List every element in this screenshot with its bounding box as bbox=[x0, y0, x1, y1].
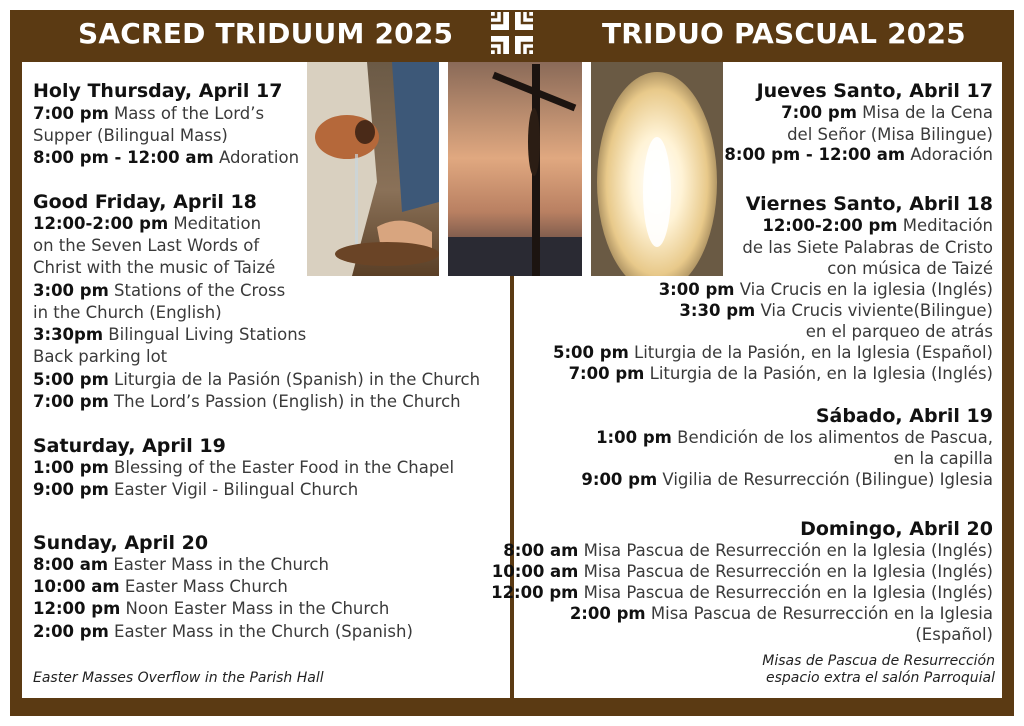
schedule-line: 5:00 pm Liturgia de la Pasión (Spanish) in the Church bbox=[33, 370, 481, 389]
schedule-line: 7:00 pm Misa de la Cena bbox=[781, 103, 993, 122]
heading-jueves-santo: Jueves Santo, Abril 17 bbox=[756, 80, 993, 102]
schedule-line: de las Siete Palabras de Cristo bbox=[742, 238, 993, 257]
schedule-line: 10:00 am Easter Mass Church bbox=[33, 577, 288, 596]
schedule-line: 7:00 pm Mass of the Lord’s bbox=[33, 104, 265, 123]
center-divider bbox=[512, 276, 514, 698]
schedule-line: 12:00-2:00 pm Meditación bbox=[762, 216, 993, 235]
crucifix-sunset-photo bbox=[448, 62, 582, 276]
schedule-line: Supper (Bilingual Mass) bbox=[33, 126, 228, 145]
heading-good-friday: Good Friday, April 18 bbox=[33, 191, 257, 213]
schedule-line: 1:00 pm Bendición de los alimentos de Pascua, bbox=[596, 428, 993, 447]
overflow-note: Easter Masses Overflow in the Parish Hall bbox=[33, 670, 324, 686]
schedule-line: 3:00 pm Via Crucis en la iglesia (Inglés) bbox=[658, 280, 993, 299]
title-spanish: TRIDUO PASCUAL 2025 bbox=[602, 17, 966, 50]
overflow-note-line1: Misas de Pascua de Resurrección bbox=[762, 653, 995, 669]
heading-domingo: Domingo, Abril 20 bbox=[800, 518, 993, 540]
schedule-line: 10:00 am Misa Pascua de Resurrección en la Iglesia (Inglés) bbox=[491, 562, 993, 581]
schedule-line: 5:00 pm Liturgia de la Pasión, en la Iglesia (Español) bbox=[552, 343, 993, 362]
schedule-line: on the Seven Last Words of bbox=[33, 236, 260, 255]
overflow-note-line2: espacio extra el salón Parroquial bbox=[766, 670, 995, 686]
title-english: SACRED TRIDUUM 2025 bbox=[78, 17, 454, 50]
schedule-line: Christ with the music of Taizé bbox=[33, 258, 276, 277]
schedule-line: 9:00 pm Easter Vigil - Bilingual Church bbox=[33, 480, 359, 499]
resurrection-photo bbox=[591, 62, 723, 276]
schedule-line: 3:00 pm Stations of the Cross bbox=[33, 281, 286, 300]
schedule-line: en el parqueo de atrás bbox=[805, 322, 993, 341]
schedule-line: 8:00 pm - 12:00 am Adoration bbox=[33, 148, 300, 167]
schedule-line: en la capilla bbox=[893, 449, 993, 468]
heading-sabado: Sábado, Abril 19 bbox=[815, 405, 993, 427]
schedule-line: 12:00-2:00 pm Meditation bbox=[33, 214, 262, 233]
schedule-line: Back parking lot bbox=[33, 347, 168, 366]
schedule-line: 1:00 pm Blessing of the Easter Food in the Chapel bbox=[33, 458, 455, 477]
schedule-line: 2:00 pm Misa Pascua de Resurrección en la Iglesia bbox=[569, 604, 993, 623]
schedule-line: con música de Taizé bbox=[827, 259, 993, 278]
schedule-line: (Español) bbox=[915, 625, 993, 644]
foot-washing-photo bbox=[307, 62, 439, 276]
schedule-line: 9:00 pm Vigilia de Resurrección (Bilingue) Iglesia bbox=[581, 470, 993, 489]
schedule-line: 7:00 pm Liturgia de la Pasión, en la Iglesia (Inglés) bbox=[568, 364, 993, 383]
schedule-line: del Señor (Misa Bilingue) bbox=[787, 125, 993, 144]
schedule-line: 12:00 pm Misa Pascua de Resurrección en la Iglesia (Inglés) bbox=[491, 583, 993, 602]
schedule-line: 12:00 pm Noon Easter Mass in the Church bbox=[33, 599, 390, 618]
schedule-line: 3:30 pm Via Crucis viviente(Bilingue) bbox=[679, 301, 993, 320]
schedule-line: 2:00 pm Easter Mass in the Church (Spanish) bbox=[33, 622, 413, 641]
schedule-line: in the Church (English) bbox=[33, 303, 222, 322]
schedule-line: 8:00 am Easter Mass in the Church bbox=[33, 555, 329, 574]
schedule-line: 8:00 am Misa Pascua de Resurrección en la Iglesia (Inglés) bbox=[503, 541, 993, 560]
schedule-line: 7:00 pm The Lord’s Passion (English) in the Church bbox=[33, 392, 461, 411]
heading-sunday: Sunday, April 20 bbox=[33, 532, 209, 554]
heading-saturday: Saturday, April 19 bbox=[33, 435, 226, 457]
schedule-line: 8:00 pm - 12:00 am Adoración bbox=[724, 145, 993, 164]
cross-logo-icon bbox=[489, 10, 535, 56]
heading-viernes-santo: Viernes Santo, Abril 18 bbox=[745, 193, 993, 215]
schedule-line: 3:30pm Bilingual Living Stations bbox=[33, 325, 307, 344]
heading-holy-thursday: Holy Thursday, April 17 bbox=[33, 80, 283, 102]
